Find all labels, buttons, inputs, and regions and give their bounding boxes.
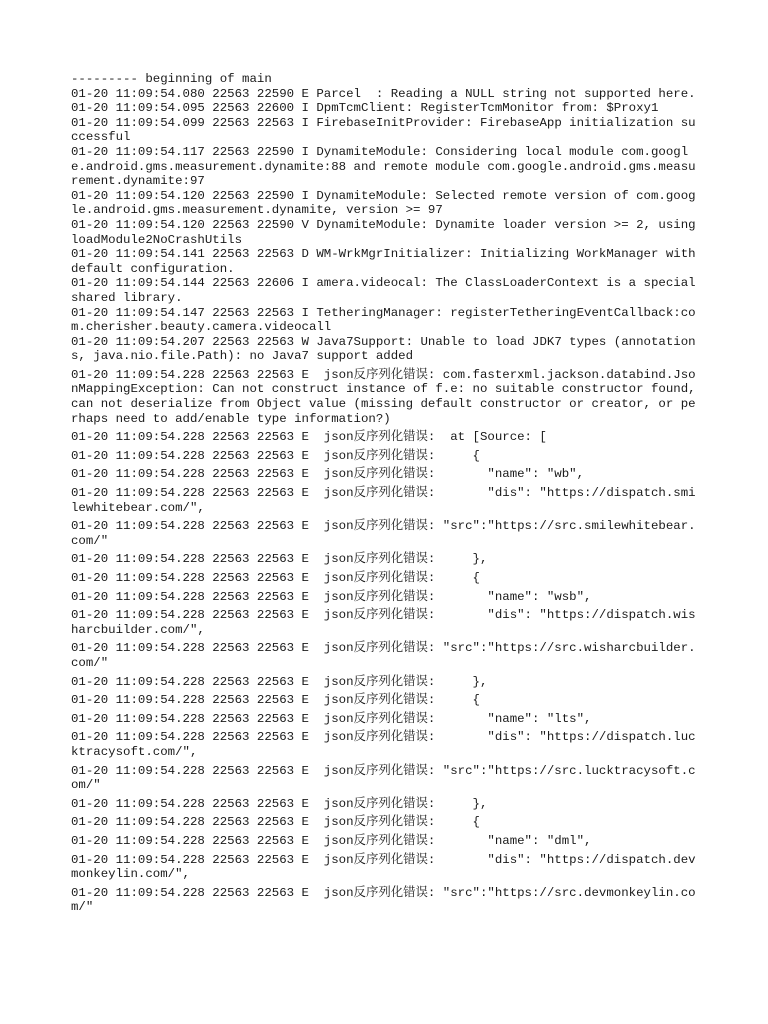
log-line: 01-20 11:09:54.144 22563 22606 I amera.videocal: The ClassLoaderContext is a special shared library. xyxy=(71,276,704,305)
log-line: --------- beginning of main xyxy=(71,72,272,86)
log-line: 01-20 11:09:54.228 22563 22563 E json反序列化错误: "name": "wsb", xyxy=(71,589,592,604)
log-line: 01-20 11:09:54.228 22563 22563 E json反序列化错误: { xyxy=(71,571,480,585)
log-line: 01-20 11:09:54.120 22563 22590 I DynamiteModule: Selected remote version of com.google.android.gms.measurement.dynamite, version >= 97 xyxy=(71,188,696,218)
log-line: 01-20 11:09:54.228 22563 22563 E json反序列化错误: "dis": "https://dispatch.wisharcbuilder.com/", xyxy=(71,608,696,637)
log-line: 01-20 11:09:54.228 22563 22563 E json反序列化错误: { xyxy=(71,693,480,708)
log-line: 01-20 11:09:54.228 22563 22563 E json反序列化错误: "src":"https://src.lucktracysoft.com/" xyxy=(71,763,696,793)
log-line: 01-20 11:09:54.228 22563 22563 E json反序列化错误: }, xyxy=(71,796,488,811)
log-line: 01-20 11:09:54.228 22563 22563 E json反序列化错误: "src":"https://src.wisharcbuilder.com/" xyxy=(71,641,696,670)
log-line: 01-20 11:09:54.228 22563 22563 E json反序列化错误: "name": "wb", xyxy=(71,467,585,482)
log-line: 01-20 11:09:54.228 22563 22563 E json反序列化错误: { xyxy=(71,815,480,830)
log-line: 01-20 11:09:54.207 22563 22563 W Java7Support: Unable to load JDK7 types (annotations, java.nio.file.Path): no Java7 support added xyxy=(71,334,696,364)
log-line: 01-20 11:09:54.228 22563 22563 E json反序列化错误: "dis": "https://dispatch.devmonkeylin.com/", xyxy=(71,852,696,882)
log-line: 01-20 11:09:54.228 22563 22563 E json反序列化错误: at [Source: [ xyxy=(71,430,547,445)
log-output xyxy=(71,72,704,915)
log-line: 01-20 11:09:54.228 22563 22563 E json反序列化错误: "name": "dml", xyxy=(71,833,592,848)
log-line: 01-20 11:09:54.117 22563 22590 I DynamiteModule: Considering local module com.google.android.gms.measurement.dynamite:88 and remote module com.google.android.gms.measurement.dynamite:97 xyxy=(71,144,696,189)
log-line: 01-20 11:09:54.228 22563 22563 E json反序列化错误: "dis": "https://dispatch.lucktracysoft.com/", xyxy=(71,730,696,759)
log-line: 01-20 11:09:54.095 22563 22600 I DpmTcmClient: RegisterTcmMonitor from: $Proxy1 xyxy=(71,101,659,116)
log-line: 01-20 11:09:54.228 22563 22563 E json反序列化错误: }, xyxy=(71,674,488,689)
log-line: 01-20 11:09:54.147 22563 22563 I TetheringManager: registerTetheringEventCallback:com.cherisher.beauty.camera.videocall xyxy=(71,305,696,335)
log-line: 01-20 11:09:54.228 22563 22563 E json反序列化错误: "src":"https://src.devmonkeylin.com/" xyxy=(71,885,696,915)
log-line: 01-20 11:09:54.228 22563 22563 E json反序列化错误: }, xyxy=(71,552,488,567)
log-line: 01-20 11:09:54.228 22563 22563 E json反序列化错误: com.fasterxml.jackson.databind.JsonMappingException: Can not construct instance of f.e: no suitable constructor found, can not deserialize from Object value (missing default constructor or creator, or perhaps need to add/enable type information?) xyxy=(71,367,704,426)
log-line: 01-20 11:09:54.080 22563 22590 E Parcel : Reading a NULL string not supported here. xyxy=(71,86,696,101)
log-line: 01-20 11:09:54.228 22563 22563 E json反序列化错误: { xyxy=(71,448,480,463)
log-line: 01-20 11:09:54.099 22563 22563 I FirebaseInitProvider: FirebaseApp initialization successful xyxy=(71,115,696,145)
log-line: 01-20 11:09:54.228 22563 22563 E json反序列化错误: "src":"https://src.smilewhitebear.com/" xyxy=(71,519,696,548)
log-line: 01-20 11:09:54.141 22563 22563 D WM-WrkMgrInitializer: Initializing WorkManager with default configuration. xyxy=(71,247,704,276)
log-line: 01-20 11:09:54.120 22563 22590 V DynamiteModule: Dynamite loader version >= 2, using loadModule2NoCrashUtils xyxy=(71,217,704,247)
log-line: 01-20 11:09:54.228 22563 22563 E json反序列化错误: "dis": "https://dispatch.smilewhitebear.com/", xyxy=(71,486,696,515)
log-line: 01-20 11:09:54.228 22563 22563 E json反序列化错误: "name": "lts", xyxy=(71,711,592,726)
